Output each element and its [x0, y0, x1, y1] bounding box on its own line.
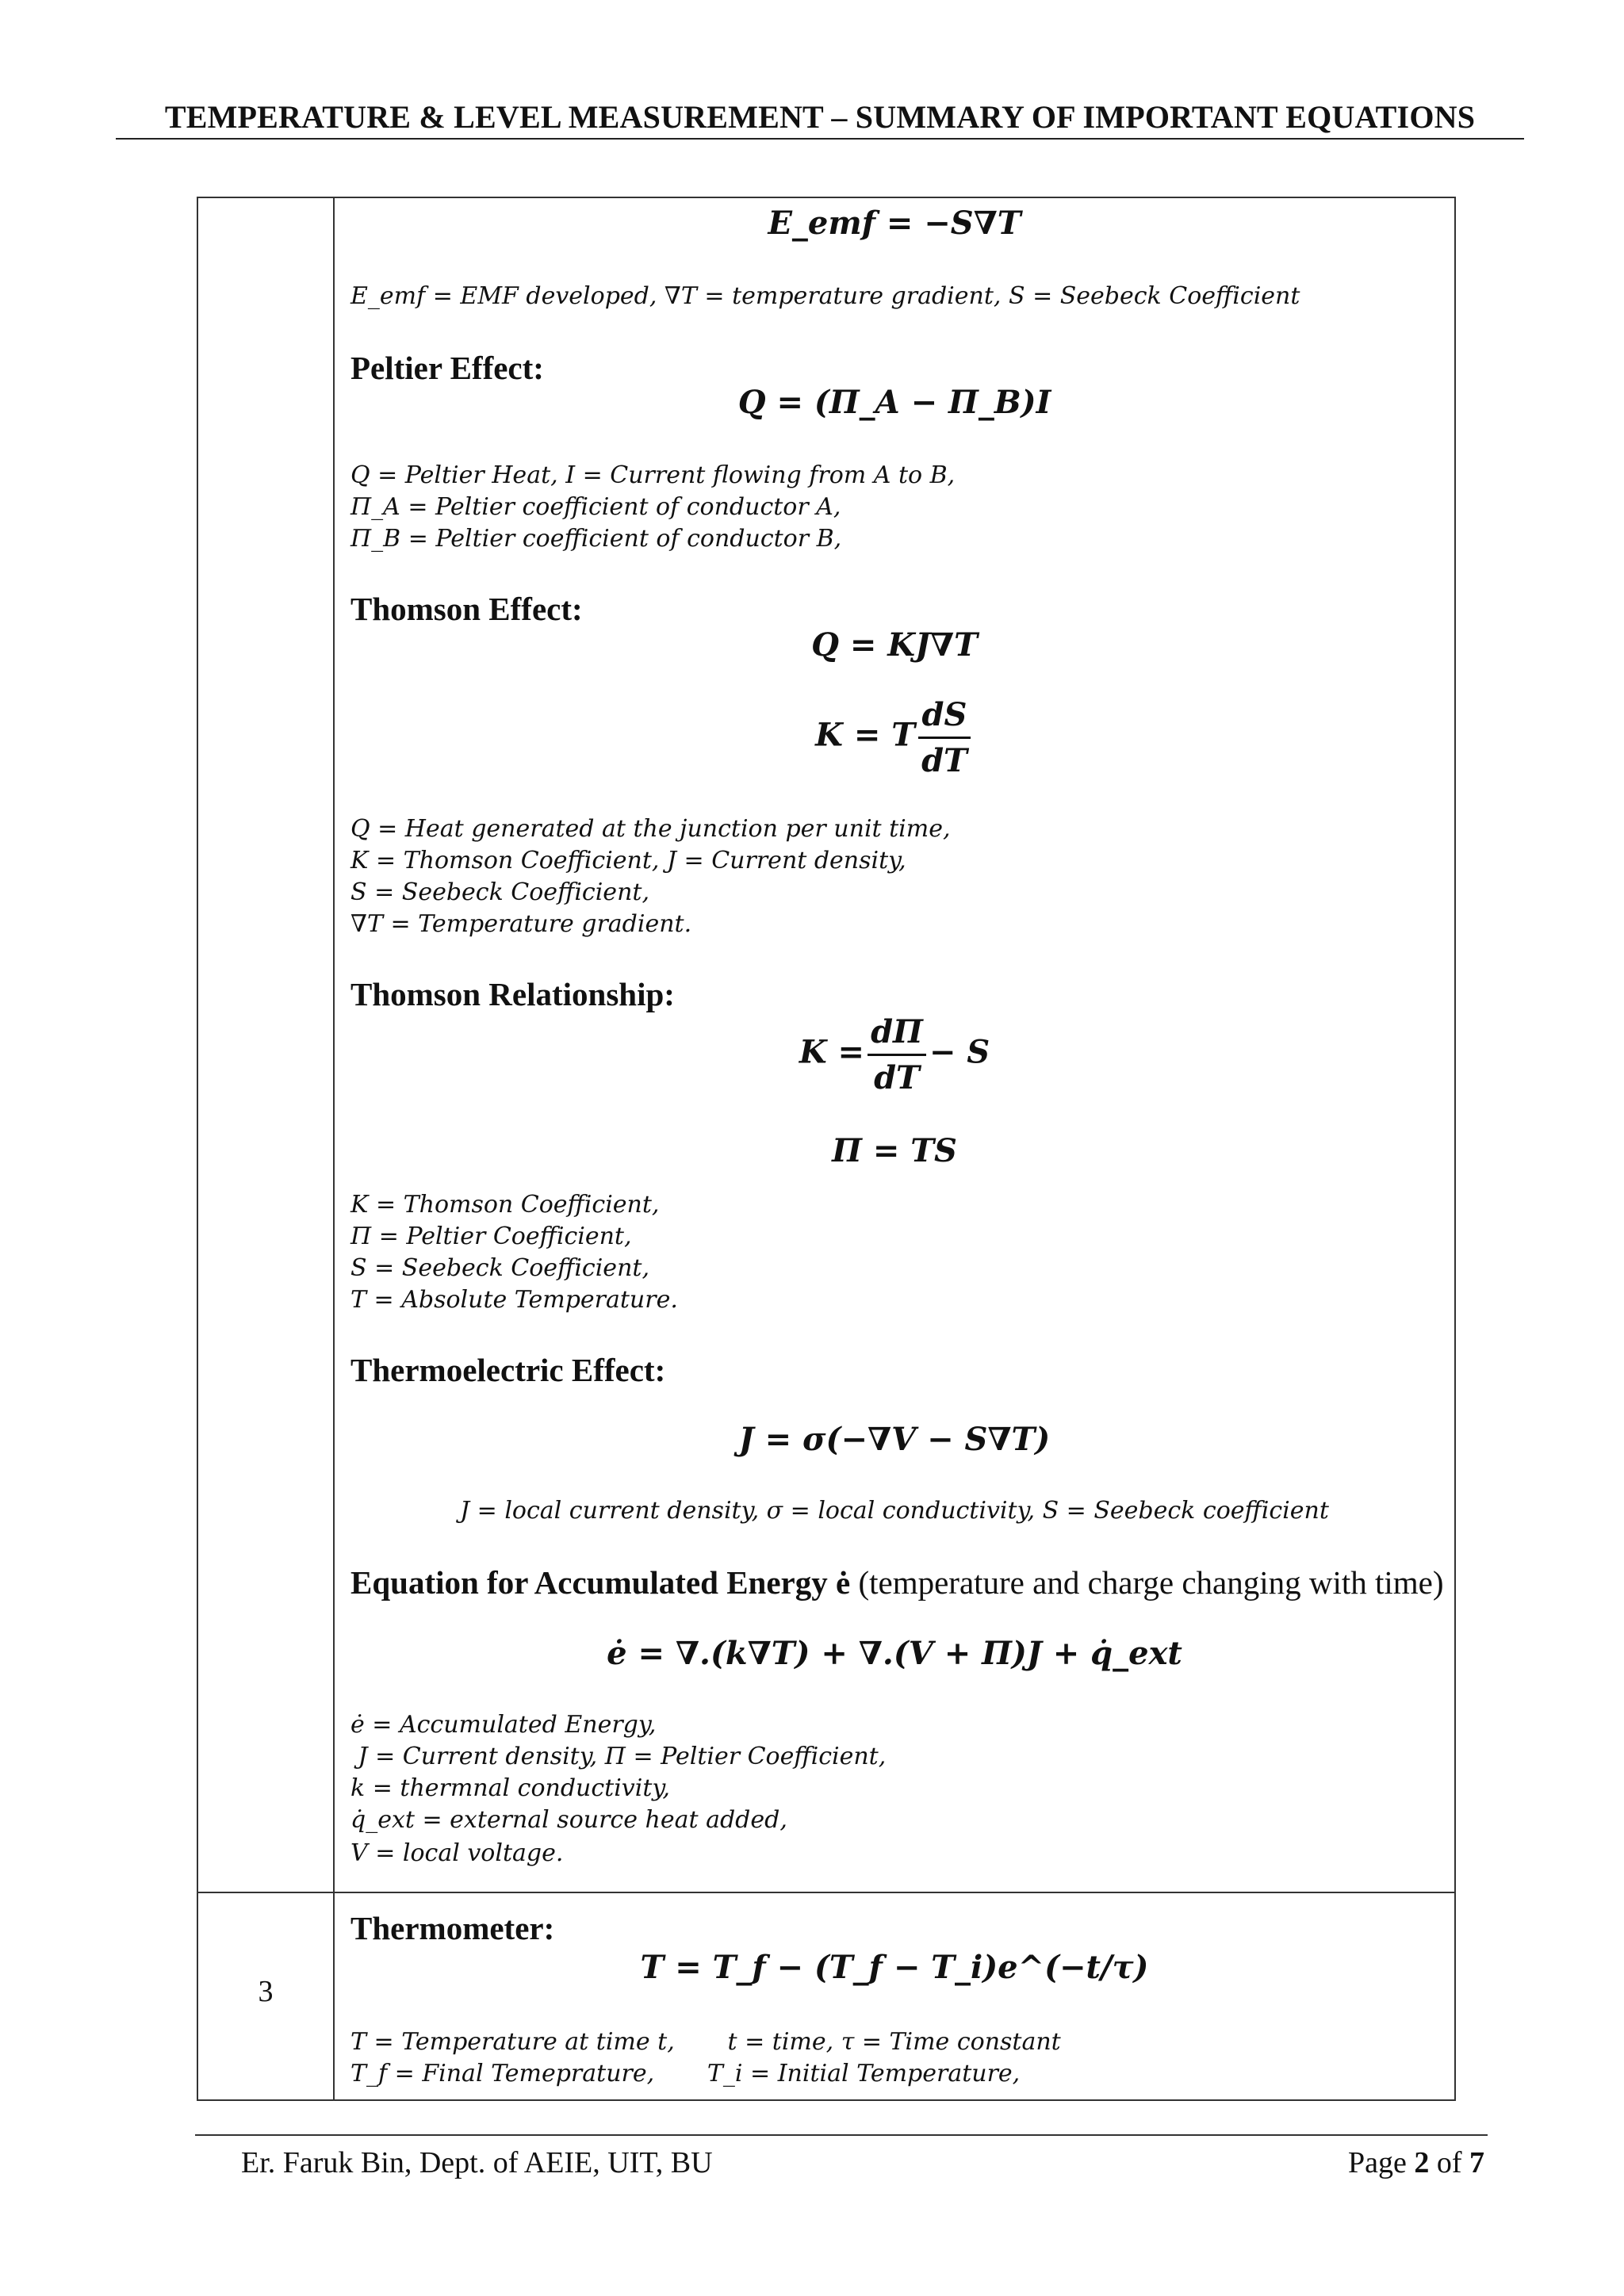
thermometer-equation: T = T_f − (T_f − T_i)e^(−t/τ)	[640, 1949, 1149, 1986]
column-divider	[333, 198, 335, 2099]
thomson-def-4: ∇T = Temperature gradient.	[350, 910, 692, 938]
thermoelectric-heading: Thermoelectric Effect:	[350, 1352, 666, 1388]
thomson-rel-def-4: T = Absolute Temperature.	[350, 1286, 678, 1314]
thomson-eq2-lhs: K = T	[815, 716, 916, 754]
thomson-rel-eq1-lhs: K =	[799, 1033, 865, 1071]
row-divider	[198, 1892, 1454, 1893]
footer-author: Er. Faruk Bin, Dept. of AEIE, UIT, BU	[241, 2146, 713, 2179]
thomson-rel-equation-1	[350, 1013, 1438, 1096]
page-header-title: TEMPERATURE & LEVEL MEASUREMENT – SUMMARY OF IMPORTANT EQUATIONS	[164, 99, 1476, 135]
thomson-rel-def-1: K = Thomson Coefficient,	[350, 1191, 660, 1219]
thomson-def-3: S = Seebeck Coefficient,	[350, 878, 649, 906]
accumulated-energy-heading	[350, 1563, 1444, 1601]
accumulated-equation: ė = ∇.(k∇T) + ∇.(V + Π)J + q̇_ext	[607, 1635, 1182, 1672]
thomson-eq2-fraction	[918, 696, 971, 779]
thomson-rel-eq1-denominator: dT	[874, 1059, 920, 1096]
thermometer-heading: Thermometer:	[350, 1910, 555, 1946]
page-mid: of	[1429, 2146, 1469, 2179]
thomson-eq2-numerator: dS	[918, 696, 971, 739]
thomson-equation-2	[350, 696, 1438, 779]
thomson-rel-eq1-numerator: dΠ	[868, 1013, 926, 1056]
thermometer-def-2: T_f = Final Temeprature, T_i = Initial Temperature,	[350, 2060, 1021, 2087]
footer-divider	[195, 2134, 1488, 2136]
thomson-rel-def-3: S = Seebeck Coefficient,	[350, 1254, 649, 1282]
thomson-eq2-denominator: dT	[921, 742, 967, 779]
thomson-equation-1: Q = KJ∇T	[811, 626, 978, 664]
peltier-def-2: Π_A = Peltier coefficient of conductor A,	[350, 493, 841, 521]
accumulated-heading-text: Equation for Accumulated Energy ė	[350, 1564, 851, 1601]
thermoelectric-equation: J = σ(−∇V − S∇T)	[738, 1421, 1051, 1458]
thomson-rel-eq1-fraction	[868, 1013, 926, 1096]
thomson-rel-def-2: Π = Peltier Coefficient,	[350, 1223, 632, 1250]
equations-table	[197, 197, 1456, 2101]
thomson-rel-equation-2: Π = TS	[832, 1132, 957, 1169]
footer-page-number	[1348, 2145, 1484, 2180]
accumulated-def-4: q̇_ext = external source heat added,	[350, 1806, 787, 1834]
accumulated-def-5: V = local voltage.	[350, 1839, 564, 1867]
thomson-heading: Thomson Effect:	[350, 591, 583, 627]
seebeck-definitions: E_emf = EMF developed, ∇T = temperature gradient, S = Seebeck Coefficient	[350, 282, 1300, 310]
thermometer-def-1: T = Temperature at time t, t = time, τ = Time constant	[350, 2028, 1061, 2056]
page-total: 7	[1469, 2146, 1484, 2179]
header-divider	[116, 138, 1524, 140]
peltier-def-1: Q = Peltier Heat, I = Current flowing from A to B,	[350, 461, 956, 489]
seebeck-equation: E_emf = −S∇T	[768, 205, 1021, 242]
peltier-equation: Q = (Π_A − Π_B)I	[737, 384, 1051, 421]
peltier-def-3: Π_B = Peltier coefficient of conductor B,	[350, 525, 842, 553]
accumulated-heading-note: (temperature and charge changing with time)	[850, 1564, 1444, 1601]
thomson-rel-eq1-rhs: − S	[929, 1033, 990, 1071]
row-number: 3	[258, 1975, 274, 2008]
thomson-def-2: K = Thomson Coefficient, J = Current density,	[350, 847, 906, 874]
accumulated-def-1: ė = Accumulated Energy,	[350, 1711, 657, 1739]
page-prefix: Page	[1347, 2146, 1415, 2179]
peltier-heading: Peltier Effect:	[350, 350, 544, 386]
accumulated-def-3: k = thermnal conductivity,	[350, 1774, 670, 1802]
thermoelectric-definitions: J = local current density, σ = local conductivity, S = Seebeck coefficient	[460, 1497, 1329, 1525]
thomson-relationship-heading: Thomson Relationship:	[350, 976, 675, 1012]
page-current: 2	[1414, 2146, 1430, 2179]
accumulated-def-2: J = Current density, Π = Peltier Coefficient,	[350, 1743, 887, 1770]
thomson-def-1: Q = Heat generated at the junction per unit time,	[350, 815, 951, 843]
